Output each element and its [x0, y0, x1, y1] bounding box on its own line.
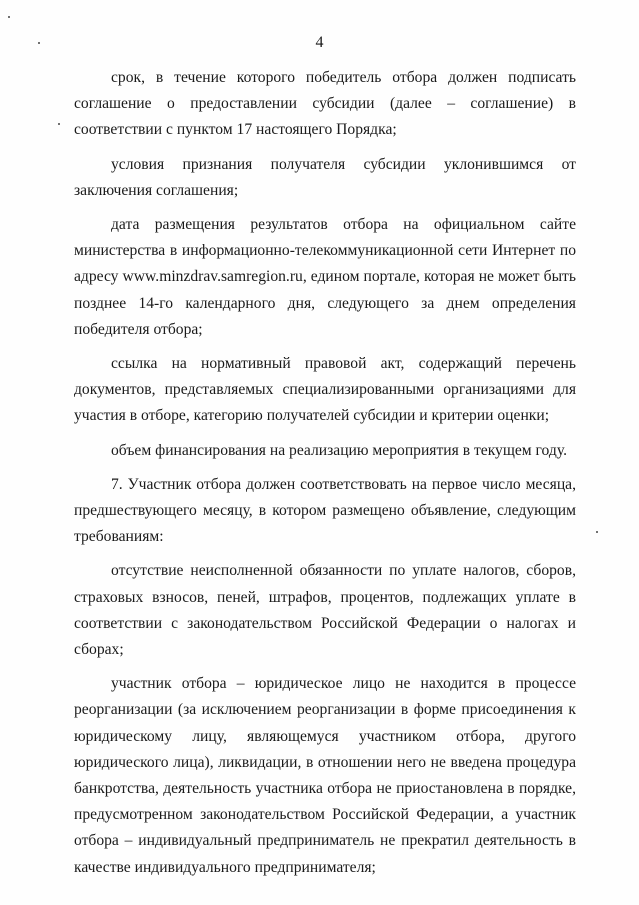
document-body [74, 65, 576, 889]
scan-speck [596, 531, 598, 533]
paragraph: ссылка на нормативный правовой акт, содержащий перечень документов, представляемых специализированными организациями для участия в отборе, категорию получателей субсидии и критерии оценки; [74, 355, 576, 425]
paragraph: участник отбора – юридическое лицо не находится в процессе реорганизации (за исключением реорганизации в форме присоединения к юридическому лицу, являющемуся участником отбора, другого юридического лица), ликвидации, в отношении него не введена процедура банкротства, деятельность участника отбора не приостановлена в порядке, предусмотренном законодательством Российской Федерации, а участник отбора – индивидуальный предприниматель не прекратил деятельность в качестве индивидуального предпринимателя; [74, 675, 576, 876]
page-number: 4 [315, 34, 324, 51]
paragraph: 7. Участник отбора должен соответствовать на первое число месяца, предшествующего месяцу, в котором размещено объявление, следующим требованиям: [74, 475, 576, 546]
paragraph: объем финансирования на реализацию мероприятия в текущем году. [111, 441, 567, 459]
paragraph: условия признания получателя субсидии уклонившимся от заключения соглашения; [74, 155, 576, 199]
paragraph: дата размещения результатов отбора на официальном сайте министерства в информационно-телекоммуникационной сети Интернет по адресу www.minzdrav.samregion.ru, едином портале, которая не может быть позднее 14-го календарного дня, следующего за днем определения победителя отбора; [74, 216, 576, 338]
paragraph: срок, в течение которого победитель отбора должен подписать соглашение о предоставлении субсидии (далее – соглашение) в соответствии с пунктом 17 настоящего Порядка; [74, 69, 576, 139]
scan-speck [8, 16, 10, 18]
paragraph: отсутствие неисполненной обязанности по уплате налогов, сборов, страховых взносов, пеней, штрафов, процентов, подлежащих уплате в соответствии с законодательством Российской Федерации о налогах и сборах; [74, 562, 576, 659]
scan-speck [58, 123, 60, 125]
